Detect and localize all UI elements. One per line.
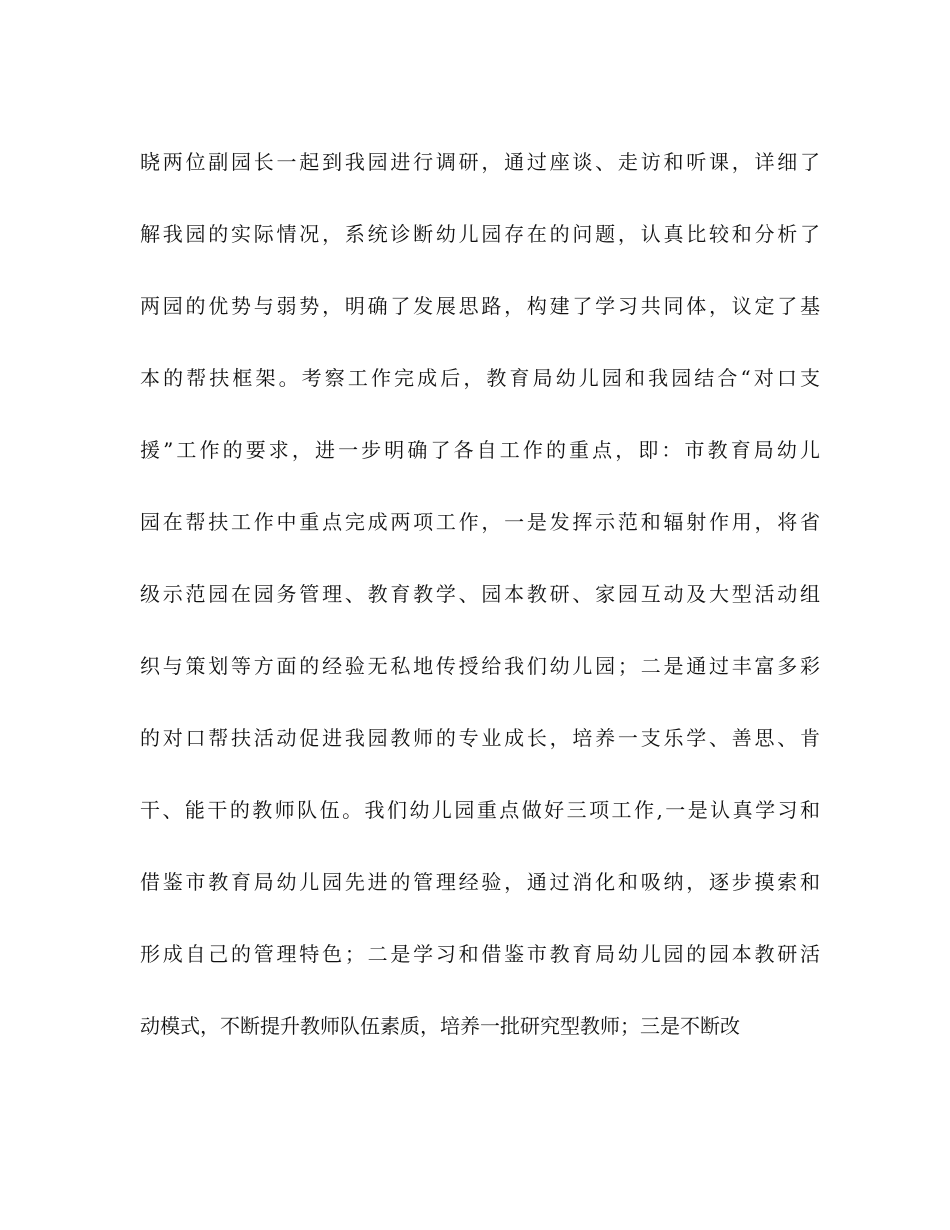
text-line: 的对口帮扶活动促进我园教师的专业成长，培养一支乐学、善思、肯 bbox=[140, 726, 820, 750]
text-line: 形成自己的管理特色；二是学习和借鉴市教育局幼儿园的园本教研活 bbox=[140, 942, 820, 966]
text-line: 晓两位副园长一起到我园进行调研，通过座谈、走访和听课，详细了 bbox=[140, 150, 820, 174]
text-line: 动模式，不断提升教师队伍素质，培养一批研究型教师；三是不断改 bbox=[140, 1014, 740, 1038]
text-line: 本的帮扶框架。考察工作完成后，教育局幼儿园和我园结合“对口支 bbox=[140, 366, 820, 390]
text-line: 干、能干的教师队伍。我们幼儿园重点做好三项工作,一是认真学习和 bbox=[140, 798, 820, 822]
text-line: 园在帮扶工作中重点完成两项工作，一是发挥示范和辐射作用，将省 bbox=[140, 510, 820, 534]
text-line: 级示范园在园务管理、教育教学、园本教研、家园互动及大型活动组 bbox=[140, 582, 820, 606]
text-line: 借鉴市教育局幼儿园先进的管理经验，通过消化和吸纳，逐步摸索和 bbox=[140, 870, 820, 894]
text-line: 两园的优势与弱势，明确了发展思路，构建了学习共同体，议定了基 bbox=[140, 294, 820, 318]
text-line: 解我园的实际情况，系统诊断幼儿园存在的问题，认真比较和分析了 bbox=[140, 222, 820, 246]
text-line: 援”工作的要求，进一步明确了各自工作的重点，即：市教育局幼儿 bbox=[140, 438, 820, 462]
text-line: 织与策划等方面的经验无私地传授给我们幼儿园；二是通过丰富多彩 bbox=[140, 654, 820, 678]
body-text bbox=[140, 142, 820, 1078]
